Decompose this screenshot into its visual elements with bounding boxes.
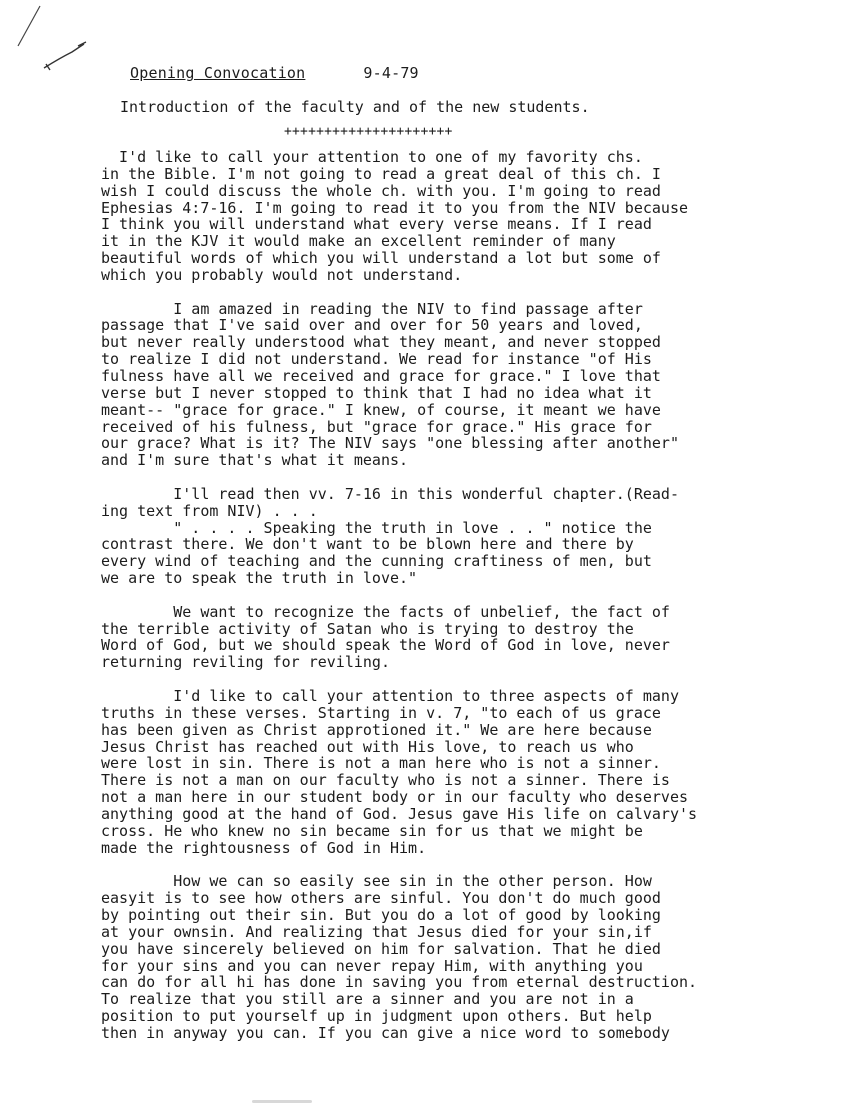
text-line: There is not a man on our faculty who is not a sinner. There is xyxy=(101,771,670,790)
text-line: at your ownsin. And realizing that Jesus died for your sin,if xyxy=(101,922,652,941)
paragraph xyxy=(101,149,801,284)
text-line: contrast there. We don't want to be blown here and there by xyxy=(101,535,634,554)
text-line: anything good at the hand of God. Jesus gave His life on calvary's xyxy=(101,804,698,823)
text-line: I think you will understand what every verse means. If I read xyxy=(101,215,652,234)
text-line: cross. He who knew no sin became sin for us that we might be xyxy=(101,821,643,840)
document-body xyxy=(101,149,801,1042)
paragraph-gap xyxy=(101,587,801,604)
pen-stroke-diagonal xyxy=(18,6,40,46)
text-line: passage that I've said over and over for 50 years and loved, xyxy=(101,316,643,335)
text-line: to realize I did not understand. We read for instance "of His xyxy=(101,350,652,369)
text-line: easyit is to see how others are sinful. You don't do much good xyxy=(101,889,661,908)
text-line: returning reviling for reviling. xyxy=(101,653,390,672)
text-line: has been given as Christ approtioned it." We are here because xyxy=(101,720,652,739)
text-line: truths in these verses. Starting in v. 7, "to each of us grace xyxy=(101,703,661,722)
text-line: I'd like to call your attention to one of my favority chs. xyxy=(101,148,643,166)
paragraph xyxy=(101,688,801,856)
text-line: every wind of teaching and the cunning craftiness of men, but xyxy=(101,552,652,571)
text-line: but never really understood what they meant, and never stopped xyxy=(101,333,661,352)
text-line: fulness have all we received and grace for grace." I love that xyxy=(101,366,661,385)
text-line: I'd like to call your attention to three aspects of many xyxy=(101,687,679,705)
text-line: for your sins and you can never repay Him, with anything you xyxy=(101,956,643,975)
text-line: verse but I never stopped to think that I had no idea what it xyxy=(101,383,652,402)
paragraph-gap xyxy=(101,469,801,486)
text-line: How we can so easily see sin in the other person. How xyxy=(101,872,652,891)
document-title: Opening Convocation xyxy=(130,64,306,82)
text-line: and I'm sure that's what it means. xyxy=(101,451,409,470)
text-line: made the rightousness of God in Him. xyxy=(101,838,427,857)
text-line: To realize that you still are a sinner and you are not in a xyxy=(101,990,634,1009)
text-line: position to put yourself up in judgment upon others. But help xyxy=(101,1007,652,1026)
text-line: our grace? What is it? The NIV says "one blessing after another" xyxy=(101,434,679,453)
divider-line: +++++++++++++++++++++ xyxy=(284,124,453,139)
text-line: received of his fulness, but "grace for grace." His grace for xyxy=(101,417,652,436)
text-line: Jesus Christ has reached out with His love, to reach us who xyxy=(101,737,634,756)
text-line: were lost in sin. There is not a man here who is not a sinner. xyxy=(101,754,661,773)
text-line: Ephesias 4:7-16. I'm going to read it to you from the NIV because xyxy=(101,198,688,217)
text-line: beautiful words of which you will understand a lot but some of xyxy=(101,249,661,268)
text-line: it in the KJV it would make an excellent reminder of many xyxy=(101,232,616,251)
document-header xyxy=(130,64,419,82)
text-line: by pointing out their sin. But you do a lot of good by looking xyxy=(101,905,661,924)
text-line: wish I could discuss the whole ch. with you. I'm going to read xyxy=(101,181,661,200)
document-subtitle: Introduction of the faculty and of the new students. xyxy=(120,98,590,116)
paragraph xyxy=(101,873,801,1041)
text-line: we are to speak the truth in love." xyxy=(101,569,418,588)
text-line: " . . . . Speaking the truth in love . . " notice the xyxy=(101,518,652,537)
pen-stroke-scribble xyxy=(44,42,86,70)
text-line: not a man here in our student body or in our faculty who deserves xyxy=(101,788,688,807)
text-line: which you probably would not understand. xyxy=(101,265,463,284)
text-line: in the Bible. I'm not going to read a great deal of this ch. I xyxy=(101,164,661,183)
text-line: I am amazed in reading the NIV to find passage after xyxy=(101,299,643,318)
paragraph-gap xyxy=(101,284,801,301)
paragraph xyxy=(101,301,801,469)
text-line: then in anyway you can. If you can give a nice word to somebody xyxy=(101,1023,670,1042)
text-line: the terrible activity of Satan who is trying to destroy the xyxy=(101,619,634,638)
text-line: I'll read then vv. 7-16 in this wonderful chapter.(Read- xyxy=(101,484,679,503)
text-line: ing text from NIV) . . . xyxy=(101,501,318,520)
document-date: 9-4-79 xyxy=(363,64,419,82)
text-line: Word of God, but we should speak the Word of God in love, never xyxy=(101,636,670,655)
text-line: meant-- "grace for grace." I knew, of course, it meant we have xyxy=(101,400,661,419)
paragraph xyxy=(101,486,801,587)
paragraph xyxy=(101,604,801,671)
text-line: can do for all hi has done in saving you from eternal destruction. xyxy=(101,973,698,992)
text-line: you have sincerely believed on him for salvation. That he died xyxy=(101,939,661,958)
paragraph-gap xyxy=(101,671,801,688)
text-line: We want to recognize the facts of unbelief, the fact of xyxy=(101,602,670,621)
bottom-smudge xyxy=(252,1100,312,1103)
paragraph-gap xyxy=(101,856,801,873)
